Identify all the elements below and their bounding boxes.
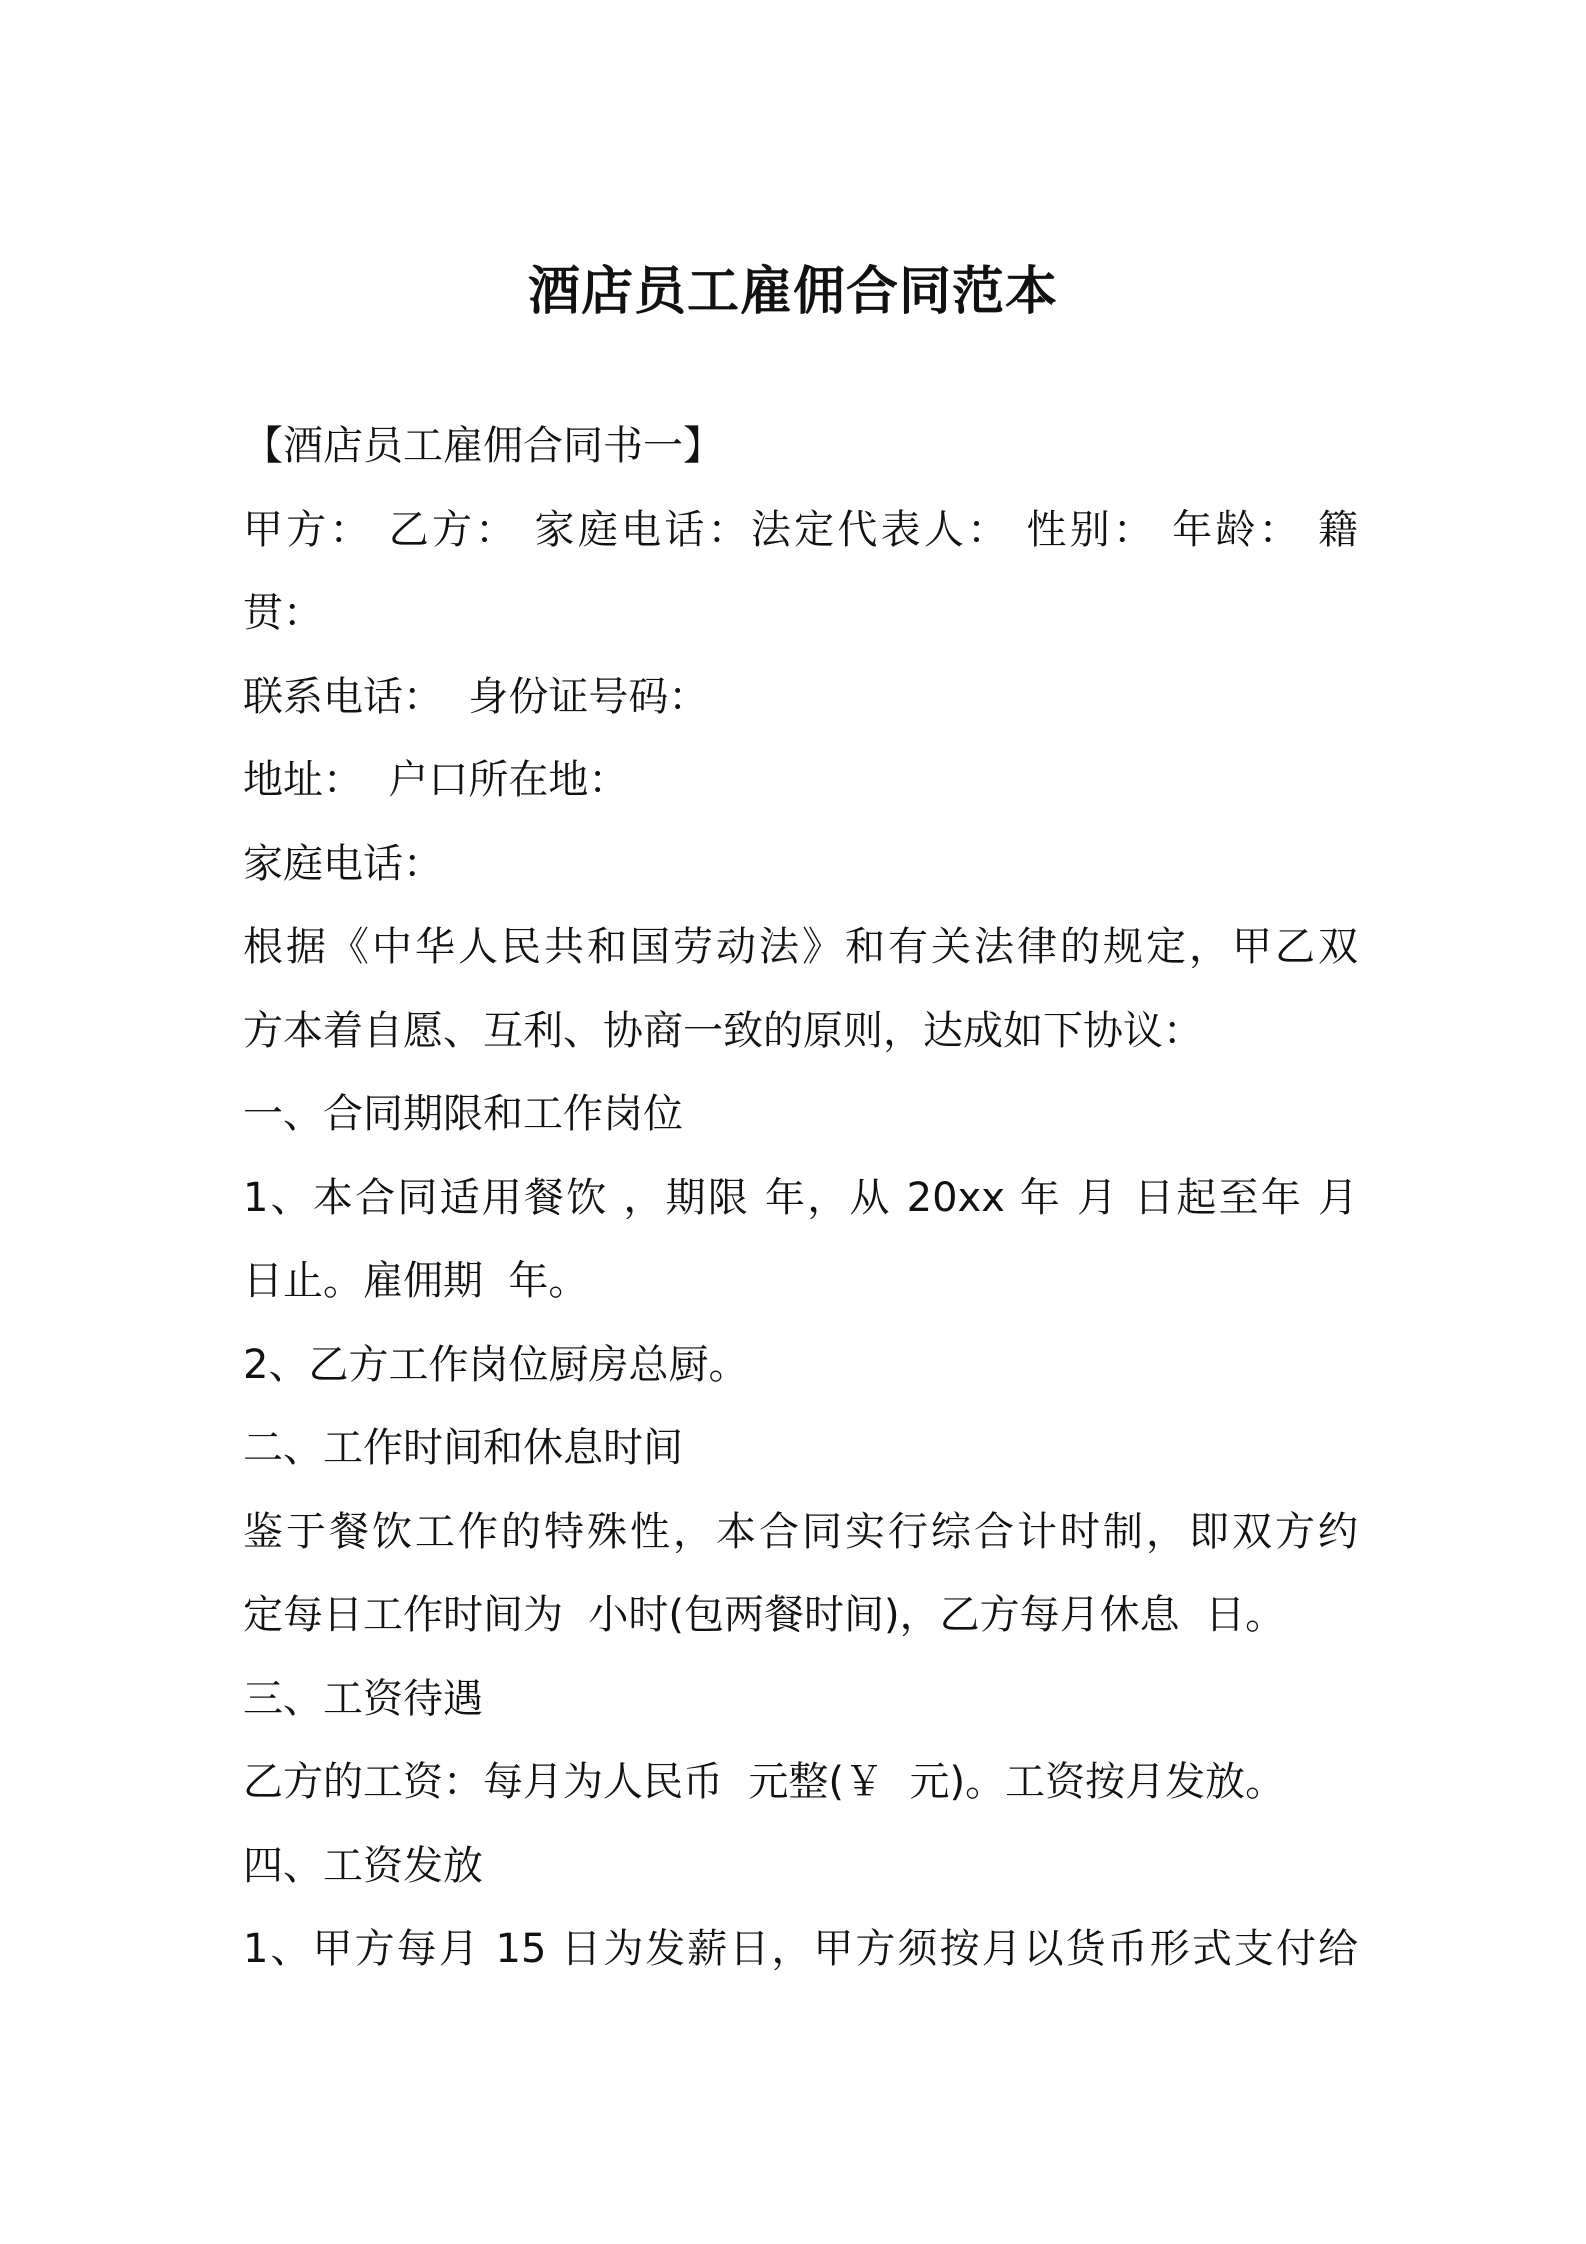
- preamble-line: 根据《中华人民共和国劳动法》和有关法律的规定，甲乙双: [243, 924, 1358, 970]
- party-fields-line-continued: 贯：: [243, 590, 323, 636]
- document-title: 酒店员工雇佣合同范本: [527, 262, 1058, 322]
- clause-heading-1: 一、合同期限和工作岗位: [243, 1091, 683, 1137]
- clause-3-text: 乙方的工资：每月为人民币 元整(￥ 元)。工资按月发放。: [243, 1759, 1286, 1805]
- clause-1-item-2: 2、乙方工作岗位厨房总厨。: [243, 1341, 749, 1388]
- clause-1-item-1: 1、本合同适用餐饮 ，期限 年，从 20xx 年 月 日起至年 月: [243, 1174, 1358, 1221]
- clause-2-text: 鉴于餐饮工作的特殊性，本合同实行综合计时制，即双方约: [243, 1508, 1358, 1555]
- home-phone-line: 家庭电话：: [243, 840, 443, 887]
- clause-2-text-continued: 定每日工作时间为 小时(包两餐时间)，乙方每月休息 日。: [243, 1592, 1286, 1638]
- clause-heading-4: 四、工资发放: [243, 1842, 483, 1889]
- clause-heading-2: 二、工作时间和休息时间: [243, 1425, 683, 1471]
- clause-4-item-1: 1、甲方每月 15 日为发薪日，甲方须按月以货币形式支付给: [243, 1926, 1358, 1972]
- document-body: [243, 405, 1358, 1992]
- clause-heading-3: 三、工资待遇: [243, 1675, 483, 1722]
- contact-fields-line: 联系电话： 身份证号码：: [243, 673, 709, 720]
- section-heading: 【酒店员工雇佣合同书一】: [243, 423, 723, 469]
- clause-1-item-1-continued: 日止。雇佣期 年。: [243, 1258, 589, 1304]
- address-fields-line: 地址： 户口所在地：: [243, 757, 629, 803]
- preamble-line-continued: 方本着自愿、互利、协商一致的原则，达成如下协议：: [243, 1007, 1203, 1054]
- party-fields-line: 甲方： 乙方： 家庭电话：法定代表人： 性别： 年龄： 籍: [243, 506, 1358, 553]
